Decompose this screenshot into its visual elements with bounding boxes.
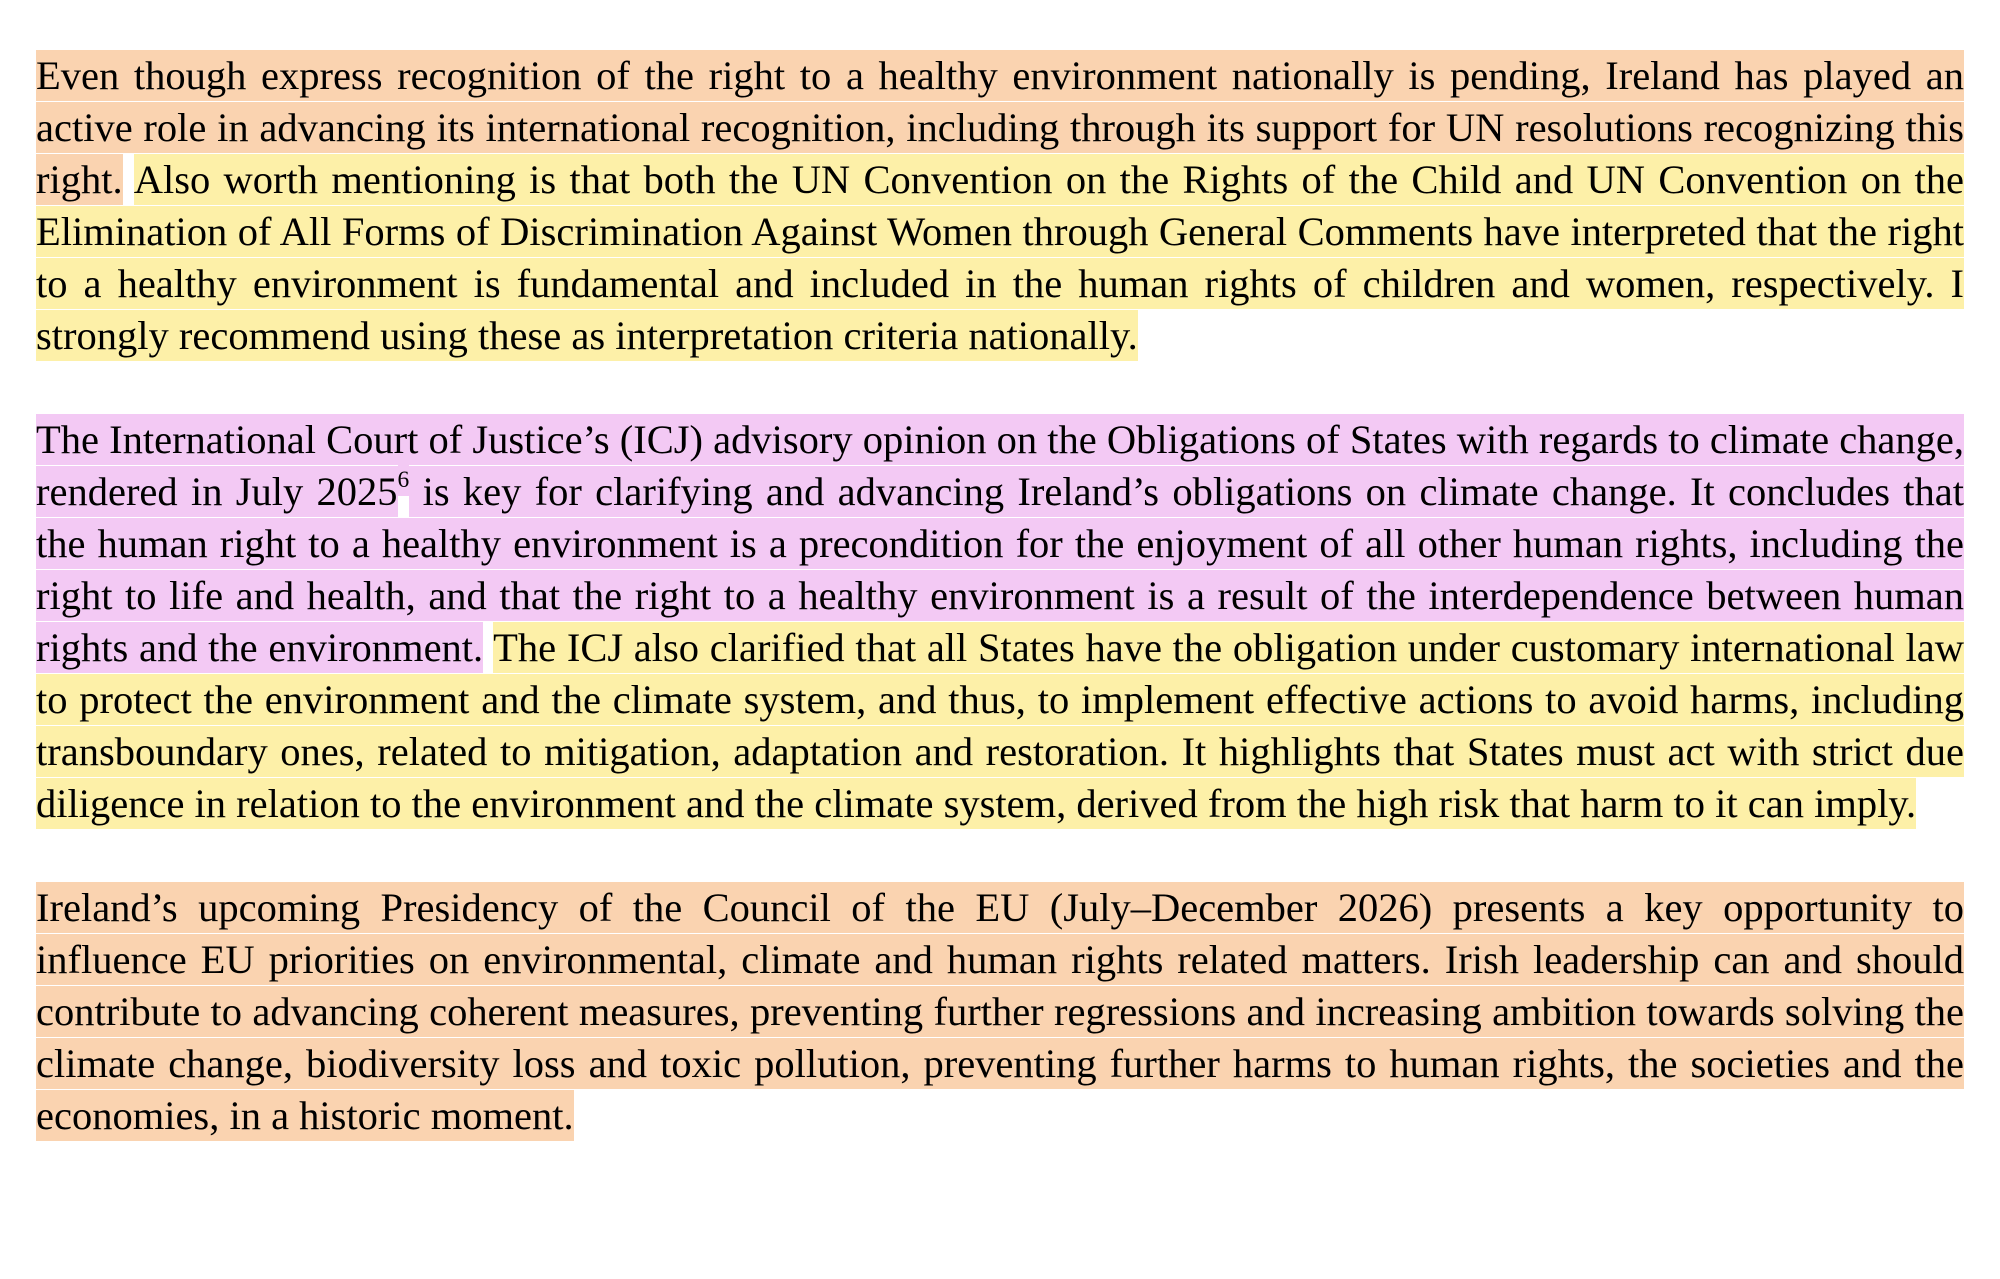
paragraph-eu-presidency <box>36 882 1964 1142</box>
highlighted-text: The International Court of Justice’s (ICJ) advisory opinion on the Obligations of States with regards to climate change, rendered in July 2025 <box>36 414 1964 517</box>
highlighted-text: Ireland’s upcoming Presidency of the Council of the EU (July–December 2026) presents a key opportunity to influence EU priorities on environmental, climate and human rights related matters. Irish leadership can and should contribute to advancing coherent measures, preventing further regressions and increasing ambition towards solving the climate change, biodiversity loss and toxic pollution, preventing further harms to human rights, the societies and the economies, in a historic moment. <box>36 882 1964 1141</box>
highlighted-text: Even though express recognition of the right to a healthy environment nationally is pending, Ireland has played an active role in advancing its international recognition, including through its support for UN resolutions recognizing this right. <box>36 50 1964 205</box>
document-body <box>36 50 1964 1194</box>
paragraph-icj-advisory-opinion <box>36 414 1964 830</box>
highlighted-text: The ICJ also clarified that all States have the obligation under customary international law to protect the environment and the climate system, and thus, to implement effective actions to avoid harms, including transboundary ones, related to mitigation, adaptation and restoration. It highlights that States must act with strict due diligence in relation to the environment and the climate system, derived from the high risk that harm to it can imply. <box>36 622 1964 829</box>
footnote-reference[interactable]: 6 <box>398 464 410 496</box>
paragraph-right-to-healthy-environment <box>36 50 1964 362</box>
highlighted-text: Also worth mentioning is that both the UN Convention on the Rights of the Child and UN Convention on the Elimination of All Forms of Discrimination Against Women through General Comments have interpreted that the right to a healthy environment is fundamental and included in the human rights of children and women, respectively. I strongly recommend using these as interpretation criteria nationally. <box>36 154 1964 361</box>
highlighted-text: is key for clarifying and advancing Ireland’s obligations on climate change. It concludes that the human right to a healthy environment is a precondition for the enjoyment of all other human rights, including the right to life and health, and that the right to a healthy environment is a result of the interdependence between human rights and the environment. <box>36 466 1964 673</box>
